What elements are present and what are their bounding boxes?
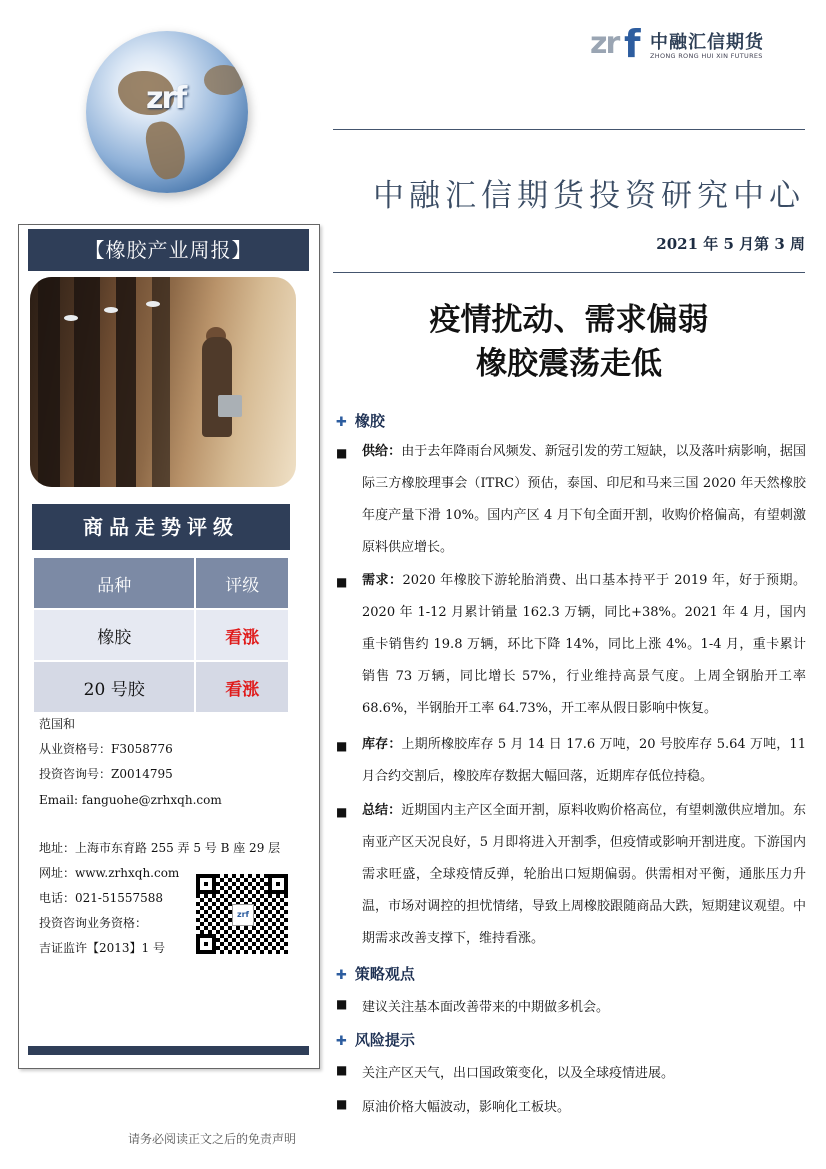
tree-trunk <box>38 277 60 487</box>
headline-line-2: 橡胶震荡走低 <box>476 346 662 382</box>
analyst-email[interactable]: Email: fanguohe@zrhxqh.com <box>39 793 222 807</box>
latex-bucket <box>218 395 242 417</box>
company-phone: 电话：021-51557588 <box>39 891 164 905</box>
latex-cup <box>104 307 118 313</box>
brand-name-en: ZHONG RONG HUI XIN FUTURES <box>650 52 763 60</box>
tree-trunk <box>152 277 170 487</box>
rating-table <box>32 556 290 714</box>
analyst-consult-no: 投资咨询号：Z0014795 <box>39 767 173 781</box>
summary-label: 总结： <box>362 803 402 818</box>
report-date: 2021 年 5 月第 3 周 <box>656 235 805 253</box>
research-center-title: 中融汇信期货投资研究中心 <box>373 178 805 214</box>
section-rubber-heading <box>336 410 385 431</box>
supply-paragraph <box>362 436 806 564</box>
product-cell: 橡胶 <box>34 610 194 660</box>
latex-cup <box>146 301 160 307</box>
rating-cell: 看涨 <box>196 610 288 660</box>
title-divider <box>333 272 805 273</box>
license-number: 吉证监许【2013】1 号 <box>39 941 165 955</box>
rating-cell: 看涨 <box>196 662 288 712</box>
bullet-square-icon: ■ <box>336 575 348 589</box>
brand-name-cn: 中融汇信期货 <box>650 32 764 53</box>
demand-label: 需求： <box>362 573 403 588</box>
qr-code <box>196 874 288 954</box>
section-marker-icon: ✚ <box>336 1034 347 1049</box>
license-label: 投资咨询业务资格： <box>39 916 148 930</box>
inventory-label: 库存： <box>362 737 402 752</box>
bullet-square-icon: ■ <box>336 997 348 1011</box>
table-row <box>34 662 288 712</box>
bullet-square-icon: ■ <box>336 805 348 819</box>
company-address: 地址：上海市东育路 255 弄 5 号 B 座 29 层 <box>39 841 281 855</box>
company-website[interactable]: 网址：www.zrhxqh.com <box>39 866 180 880</box>
continent-shape <box>142 118 189 182</box>
tree-trunk <box>74 277 100 487</box>
latex-cup <box>64 315 78 321</box>
analyst-qualification: 从业资格号：F3058776 <box>39 742 173 756</box>
continent-shape <box>204 65 244 95</box>
summary-text: 近期国内主产区全面开割，原料收购价格高位，有望刺激供应增加。东南亚产区天况良好，5 月即将进入开割季，但疫情或影响开割进度。下游国内需求旺盛，全球疫情反弹，轮胎出口短期偏弱。供需相对平衡，通胀压力升温，市场对调控的担忧情绪，导致上周橡胶跟随商品大跌，短期建议观望。中期需求改善支撑下，维持看涨。 <box>362 803 806 946</box>
disclaimer-note: 请务必阅读正文之后的免责声明 <box>128 1132 297 1146</box>
header-divider <box>333 129 805 130</box>
section-title: 橡胶 <box>354 412 385 430</box>
demand-paragraph <box>362 565 806 725</box>
risk-item: 关注产区天气，出口国政策变化，以及全球疫情进展。 <box>362 1066 675 1081</box>
worker-figure <box>202 337 232 437</box>
product-cell: 20 号胶 <box>34 662 194 712</box>
rating-title: 商品走势评级 <box>32 504 290 550</box>
section-marker-icon: ✚ <box>336 968 347 983</box>
analyst-name: 范国和 <box>39 717 76 731</box>
summary-paragraph <box>362 795 806 955</box>
section-title: 策略观点 <box>354 965 415 983</box>
rubber-tapper-photo <box>30 277 296 487</box>
supply-label: 供给： <box>362 444 402 459</box>
section-marker-icon: ✚ <box>336 415 347 430</box>
rating-table-header <box>34 558 288 608</box>
qr-center-logo: zrf <box>232 904 254 926</box>
demand-text: 2020 年橡胶下游轮胎消费、出口基本持平于 2019 年，好于预期。2020 年 1-12 月累计销量 162.3 万辆，同比+38%。2021 年 4 月，国内重卡销售约 19.8 万辆，环比下降 14%，同比上涨 4%。1-4 月，重卡累计销售 73 万辆，同比增长 57%，行业维持高景气度。上周全钢胎开工率 68.6%，半钢胎开工率 64.73%，开工率从假日影响中恢复。 <box>362 573 806 716</box>
brand-logo-mark-zr: zr <box>590 26 619 61</box>
table-row <box>34 610 288 660</box>
headline-line-1: 疫情扰动、需求偏弱 <box>429 302 709 338</box>
inventory-paragraph <box>362 729 806 793</box>
report-type-banner: 【橡胶产业周报】 <box>28 229 309 271</box>
header-product: 品种 <box>34 558 194 608</box>
supply-text: 由于去年降雨台风频发、新冠引发的劳工短缺，以及落叶病影响，据国际三方橡胶理事会（ITRC）预估，泰国、印尼和马来三国 2020 年天然橡胶年度产量下滑 10%。国内产区 4 月下旬全面开割，收购价格偏高，有望刺激原料供应增长。 <box>362 444 806 555</box>
qr-finder <box>196 934 216 954</box>
bullet-square-icon: ■ <box>336 446 348 460</box>
report-headline <box>333 298 805 386</box>
bullet-square-icon: ■ <box>336 1097 348 1111</box>
inventory-text: 上期所橡胶库存 5 月 14 日 17.6 万吨，20 号胶库存 5.64 万吨，11 月合约交割后，橡胶库存数据大幅回落，近期库存低位持稳。 <box>362 737 806 784</box>
brand-logo <box>590 24 780 64</box>
sidebar-bottom-bar <box>28 1046 309 1055</box>
strategy-item: 建议关注基本面改善带来的中期做多机会。 <box>362 1000 610 1015</box>
bullet-square-icon: ■ <box>336 739 348 753</box>
tree-trunk <box>116 277 136 487</box>
risk-item: 原油价格大幅波动，影响化工板块。 <box>362 1100 571 1115</box>
section-strategy-heading <box>336 963 415 984</box>
header-rating: 评级 <box>196 558 288 608</box>
globe-logo-text: zrf <box>146 81 186 116</box>
section-risk-heading <box>336 1029 415 1050</box>
qr-finder <box>268 874 288 894</box>
qr-finder <box>196 874 216 894</box>
section-title: 风险提示 <box>354 1031 415 1049</box>
globe-logo <box>86 31 248 193</box>
brand-logo-mark-f: f <box>624 22 641 66</box>
bullet-square-icon: ■ <box>336 1063 348 1077</box>
